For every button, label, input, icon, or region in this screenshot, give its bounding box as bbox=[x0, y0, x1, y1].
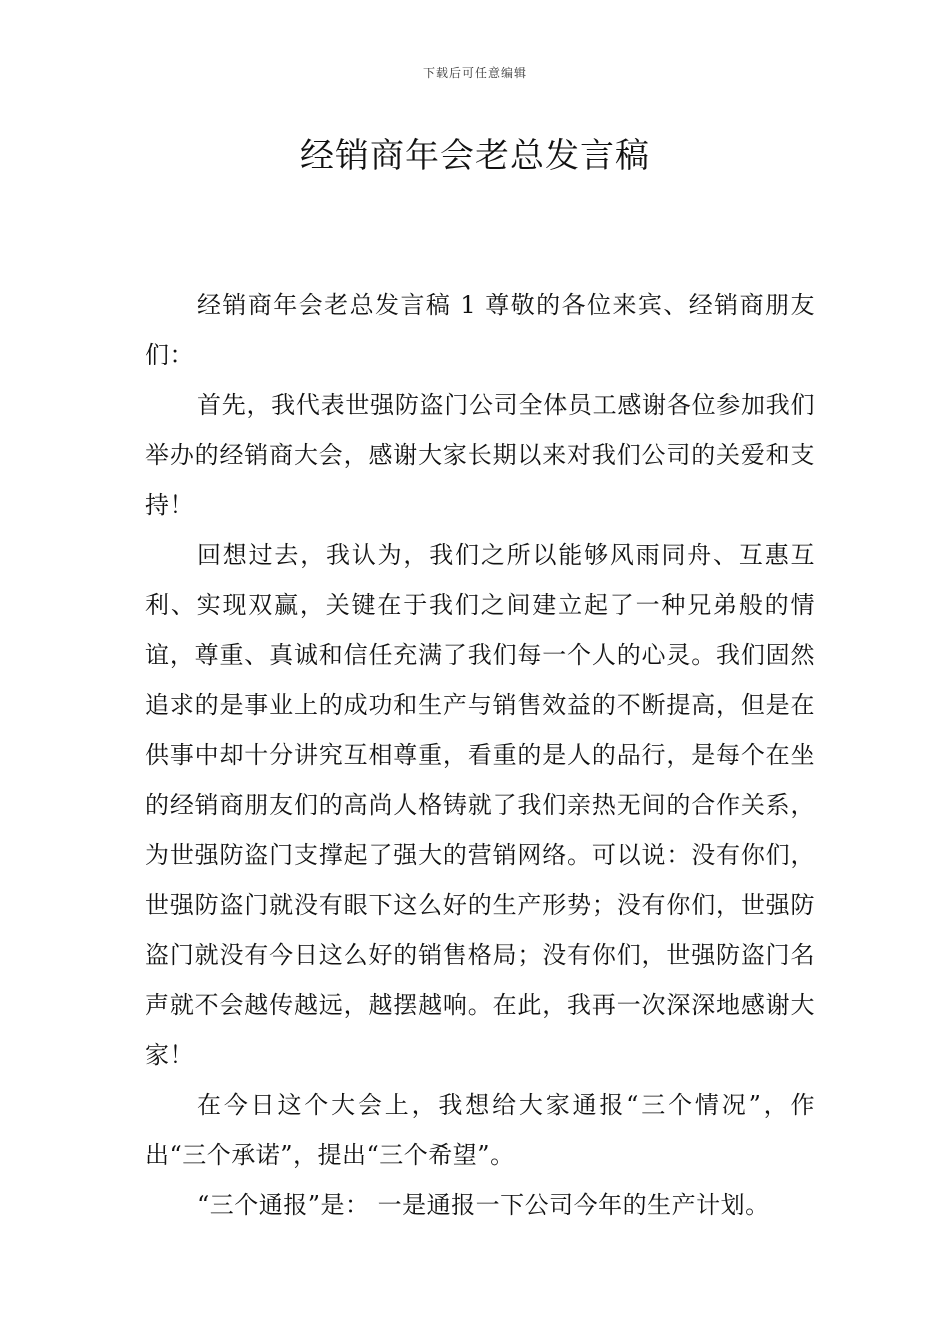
document-title: 经销商年会老总发言稿 bbox=[300, 136, 650, 176]
document-body bbox=[145, 280, 815, 1230]
header-note: 下载后可任意编辑 bbox=[422, 66, 527, 80]
paragraph-three-reports: “三个通报”是： 一是通报一下公司今年的生产计划。 bbox=[197, 1191, 770, 1219]
paragraph-thanks: 首先，我代表世强防盗门公司全体员工感谢各位参加我们举办的经销商大会，感谢大家长期以来对我们公司的关爱和支持！ bbox=[145, 391, 815, 519]
paragraph-three-items: 在今日这个大会上，我想给大家通报“三个情况”，作出“三个承诺”，提出“三个希望”。 bbox=[145, 1091, 815, 1169]
paragraph-greeting: 经销商年会老总发言稿 1 尊敬的各位来宾、经销商朋友们： bbox=[145, 291, 815, 369]
paragraph-review: 回想过去，我认为，我们之所以能够风雨同舟、互惠互利、实现双赢，关键在于我们之间建立起了一种兄弟般的情谊，尊重、真诚和信任充满了我们每一个人的心灵。我们固然追求的是事业上的成功和生产与销售效益的不断提高，但是在供事中却十分讲究互相尊重，看重的是人的品行，是每个在坐的经销商朋友们的高尚人格铸就了我们亲热无间的合作关系，为世强防盗门支撑起了强大的营销网络。可以说：没有你们，世强防盗门就没有眼下这么好的生产形势；没有你们，世强防盗门就没有今日这么好的销售格局；没有你们，世强防盗门名声就不会越传越远，越摆越响。在此，我再一次深深地感谢大家！ bbox=[145, 541, 815, 1069]
